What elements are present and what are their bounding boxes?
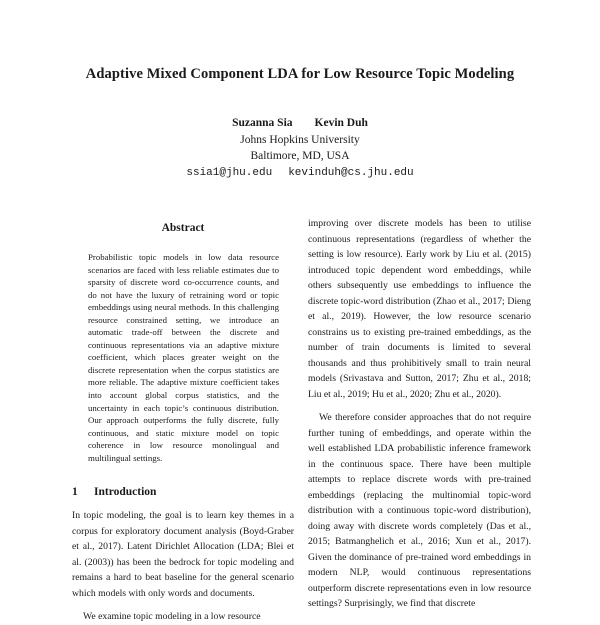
section-heading-introduction xyxy=(72,486,294,498)
affiliation: Johns Hopkins University xyxy=(240,134,360,146)
right-paragraph-2: We therefore consider approaches that do not require further tuning of embeddings, and operate within the well established LDA probabilistic inference framework in the continuous space. There have been multiple attempts to replace discrete words with pre-trained embeddings (replacing the multinomial topic-word distribution with a continuous topic-word distribution), doing away with discrete words completely (Das et al., 2015; Batmanghelich et al., 2016; Xun et al., 2017). Given the dominance of pre-trained word embeddings in modern NLP, would continuous representations outperform discrete representations even in low resource settings? Surprisingly, we find that discrete xyxy=(308,412,531,609)
section-title: Introduction xyxy=(94,486,157,499)
author-emails xyxy=(0,157,600,179)
email-2: kevinduh@cs.jhu.edu xyxy=(288,167,414,179)
location: Baltimore, MD, USA xyxy=(250,150,350,162)
abstract-text: Probabilistic topic models in low data resource scenarios are faced with less reliable estimates due to sparsity of discrete word co-occurrence counts, and do not have the luxury of retraining word or topic embeddings using neural methods. In this challenging resource constrained setting, we introduce an automatic trade-off between the discrete and continuous representations via an adaptive mixture coefficient, which places greater weight on the discrete representation when the corpus statistics are more reliable. The adaptive mixture coefficient takes into account global corpus statistics, and the uncertainty in each topic’s continuous distribution. Our approach outperforms the fully discrete, fully continuous, and static mixture model on topic coherence in low resource monolingual and multilingual settings. xyxy=(88,252,279,463)
right-column xyxy=(308,216,531,612)
intro-paragraph-1: In topic modeling, the goal is to learn key themes in a corpus for exploratory document analysis (Boyd-Graber et al., 2017). Latent Dirichlet Allocation (LDA; Blei et al. (2003)) has been the bedrock for topic modeling and remains a hard to beat baseline for the general scenario which models with only words and documents. xyxy=(72,510,294,599)
intro-paragraph-2: We examine topic modeling in a low resource xyxy=(83,611,261,623)
abstract-heading: Abstract xyxy=(161,222,205,234)
left-column xyxy=(72,222,294,625)
author-2: Kevin Duh xyxy=(314,117,368,129)
right-paragraph-1: improving over discrete models has been to utilise continuous representations (regardless of whether the setting is low resource). Early work by Liu et al. (2015) introduced topic dependent word embeddings, while others subsequently use embeddings to influence the discrete topic-word distribution (Zhao et al., 2017; Dieng et al., 2019). However, the low resource scenario constrains us to existing pre-trained embeddings, as the number of train documents is limited to several thousands and thus prohibitively small to train neural models (Srivastava and Sutton, 2017; Zhu et al., 2018; Liu et al., 2019; Hu et al., 2020; Zhu et al., 2020). xyxy=(308,218,531,400)
email-1: ssia1@jhu.edu xyxy=(186,167,273,179)
paper-title: Adaptive Mixed Component LDA for Low Resource Topic Modeling xyxy=(85,66,515,82)
author-1: Suzanna Sia xyxy=(232,117,293,129)
section-number: 1 xyxy=(72,486,78,499)
author-names xyxy=(0,117,600,129)
